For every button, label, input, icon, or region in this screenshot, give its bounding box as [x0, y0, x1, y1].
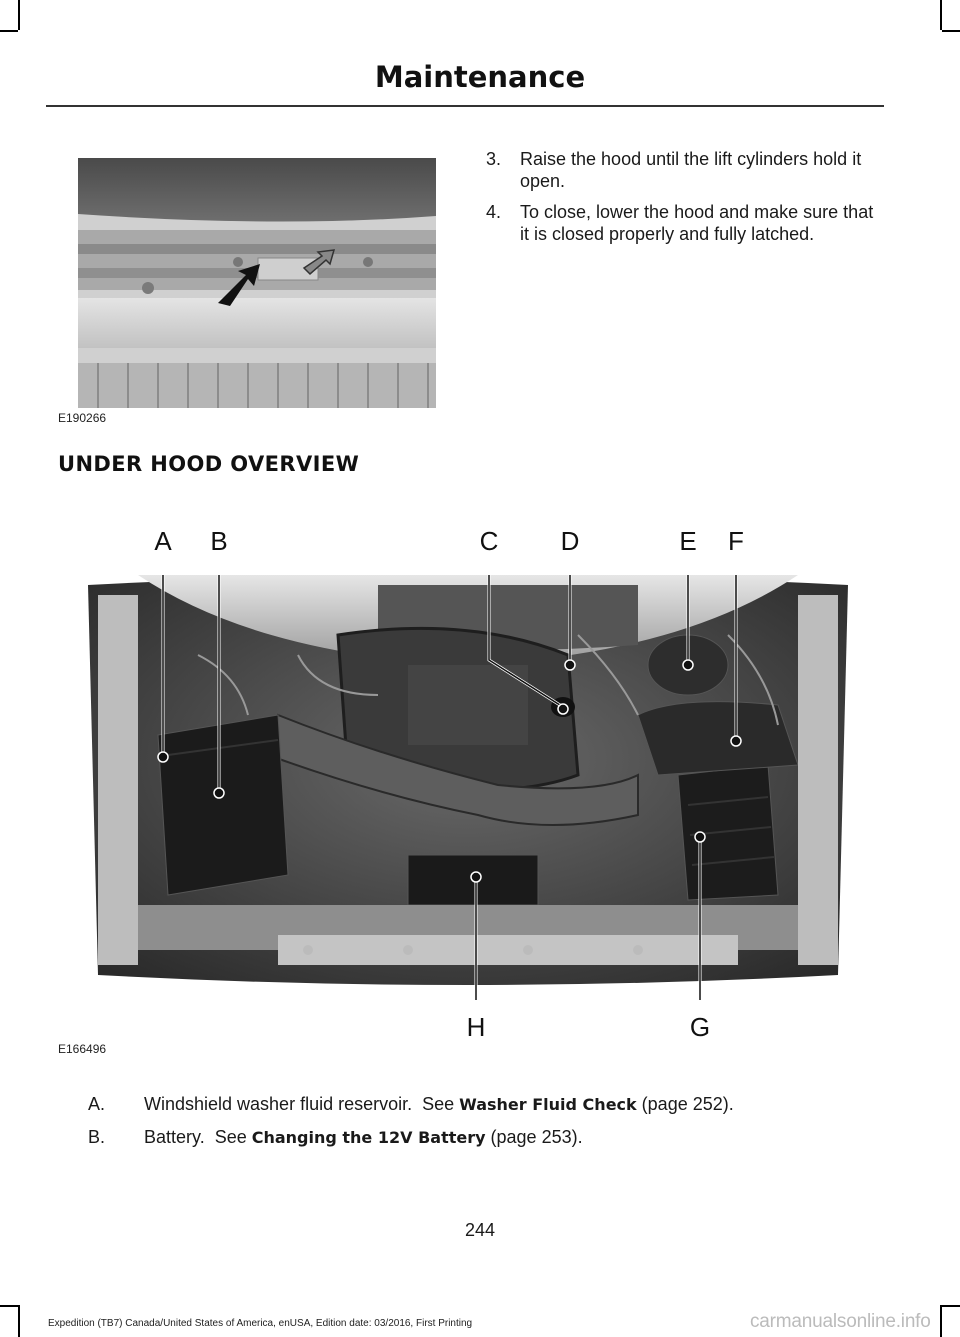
callout-dot-f — [731, 736, 741, 746]
title-rule — [46, 105, 884, 107]
step-number: 4. — [486, 202, 502, 222]
cross-reference-link[interactable]: Changing the 12V Battery — [251, 1128, 486, 1147]
step-text: To close, lower the hood and make sure that it is closed properly and fully latched. — [520, 202, 874, 244]
under-hood-figure — [78, 575, 856, 1000]
step-item — [486, 201, 886, 245]
legend-letter: B. — [88, 1127, 106, 1147]
cross-reference-link[interactable]: Washer Fluid Check — [459, 1095, 637, 1114]
callout-label-e: E — [679, 526, 697, 556]
crop-mark — [18, 1305, 20, 1337]
callout-label-d: D — [560, 526, 580, 556]
figure-code: E190266 — [58, 411, 107, 425]
crop-mark — [942, 1305, 960, 1307]
callout-dot-g — [695, 832, 705, 842]
callout-label-b: B — [210, 526, 228, 556]
callout-label-f: F — [728, 526, 744, 556]
legend — [88, 1126, 888, 1149]
callout-label-h: H — [466, 1012, 486, 1042]
engine-bay-illustration — [78, 575, 856, 1000]
legend-text — [144, 1126, 583, 1149]
figure-code: E166496 — [58, 1042, 107, 1056]
steps-list — [486, 148, 886, 254]
legend-description: Windshield washer fluid reservoir. See — [144, 1094, 460, 1114]
crop-mark — [0, 30, 18, 32]
legend-page-ref: (page 252). — [636, 1094, 734, 1114]
legend — [88, 1093, 888, 1116]
callout-dot-d — [565, 660, 575, 670]
legend-item — [88, 1093, 888, 1116]
section-heading: UNDER HOOD OVERVIEW — [58, 452, 360, 476]
watermark: carmanualsonline.info — [750, 1311, 931, 1332]
legend-description: Battery. See — [144, 1127, 252, 1147]
crop-mark — [18, 0, 20, 30]
legend-text — [144, 1093, 734, 1116]
callout-dot-e — [683, 660, 693, 670]
crop-mark — [0, 1305, 18, 1307]
footer-text: Expedition (TB7) Canada/United States of America, enUSA, Edition date: 03/2016, First Printing — [48, 1318, 473, 1329]
step-number: 3. — [486, 149, 502, 169]
crop-mark — [940, 1305, 942, 1337]
legend-letter: A. — [88, 1094, 106, 1114]
callout-label-g: G — [689, 1012, 711, 1042]
crop-mark — [940, 0, 942, 30]
callout-label-a: A — [154, 526, 172, 556]
crop-mark — [942, 30, 960, 32]
callout-label-c: C — [479, 526, 499, 556]
hood-latch-illustration — [78, 158, 436, 408]
step-item — [486, 148, 886, 192]
legend-page-ref: (page 253). — [485, 1127, 583, 1147]
callout-dot-h — [471, 872, 481, 882]
page-number: 244 — [464, 1220, 496, 1240]
legend-item — [88, 1126, 888, 1149]
callout-dot-b — [214, 788, 224, 798]
hood-latch-figure — [78, 158, 436, 408]
step-text: Raise the hood until the lift cylinders hold it open. — [520, 149, 862, 191]
callout-dot-c — [558, 704, 568, 714]
section-title: Maintenance — [374, 60, 586, 94]
callout-dot-a — [158, 752, 168, 762]
